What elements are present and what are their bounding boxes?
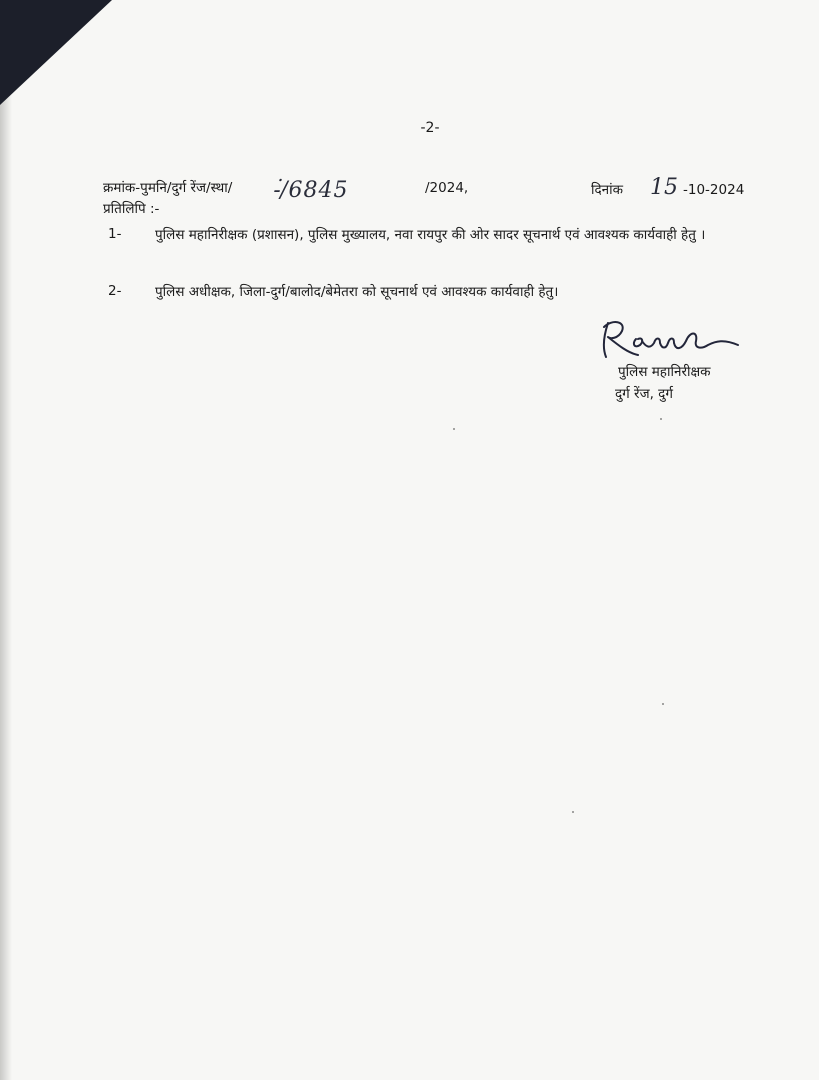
date-handwritten-day: 15	[650, 175, 678, 200]
scan-speck	[572, 811, 574, 813]
scan-speck	[453, 428, 455, 430]
copy-to-label: प्रतिलिपि :-	[103, 201, 160, 217]
item-number: 2-	[108, 283, 122, 299]
scan-speck	[660, 418, 662, 420]
item-text: पुलिस महानिरीक्षक (प्रशासन), पुलिस मुख्यालय, नवा रायपुर की ओर सादर सूचनार्थ एवं आवश्यक कार्यवाही हेतु ।	[155, 227, 706, 243]
reference-prefix: क्रमांक-पुमनि/दुर्ग रेंज/स्था/	[103, 180, 233, 196]
reference-handwritten-number: -ं/6845	[272, 178, 349, 203]
page-number: -2-	[420, 120, 440, 136]
date-label: दिनांक	[591, 182, 624, 198]
scan-speck	[662, 703, 664, 705]
item-number: 1-	[108, 226, 122, 242]
reference-year: /2024,	[425, 180, 469, 196]
scan-left-edge-shadow	[0, 0, 12, 1080]
item-text: पुलिस अधीक्षक, जिला-दुर्ग/बालोद/बेमेतरा को सूचनार्थ एवं आवश्यक कार्यवाही हेतु।	[155, 284, 559, 300]
scan-corner-shadow	[0, 0, 112, 105]
date-month-year: -10-2024	[683, 182, 745, 198]
signature	[598, 315, 748, 365]
signatory-title: पुलिस महानिरीक्षक	[618, 364, 711, 380]
signatory-office: दुर्ग रेंज, दुर्ग	[615, 386, 673, 402]
